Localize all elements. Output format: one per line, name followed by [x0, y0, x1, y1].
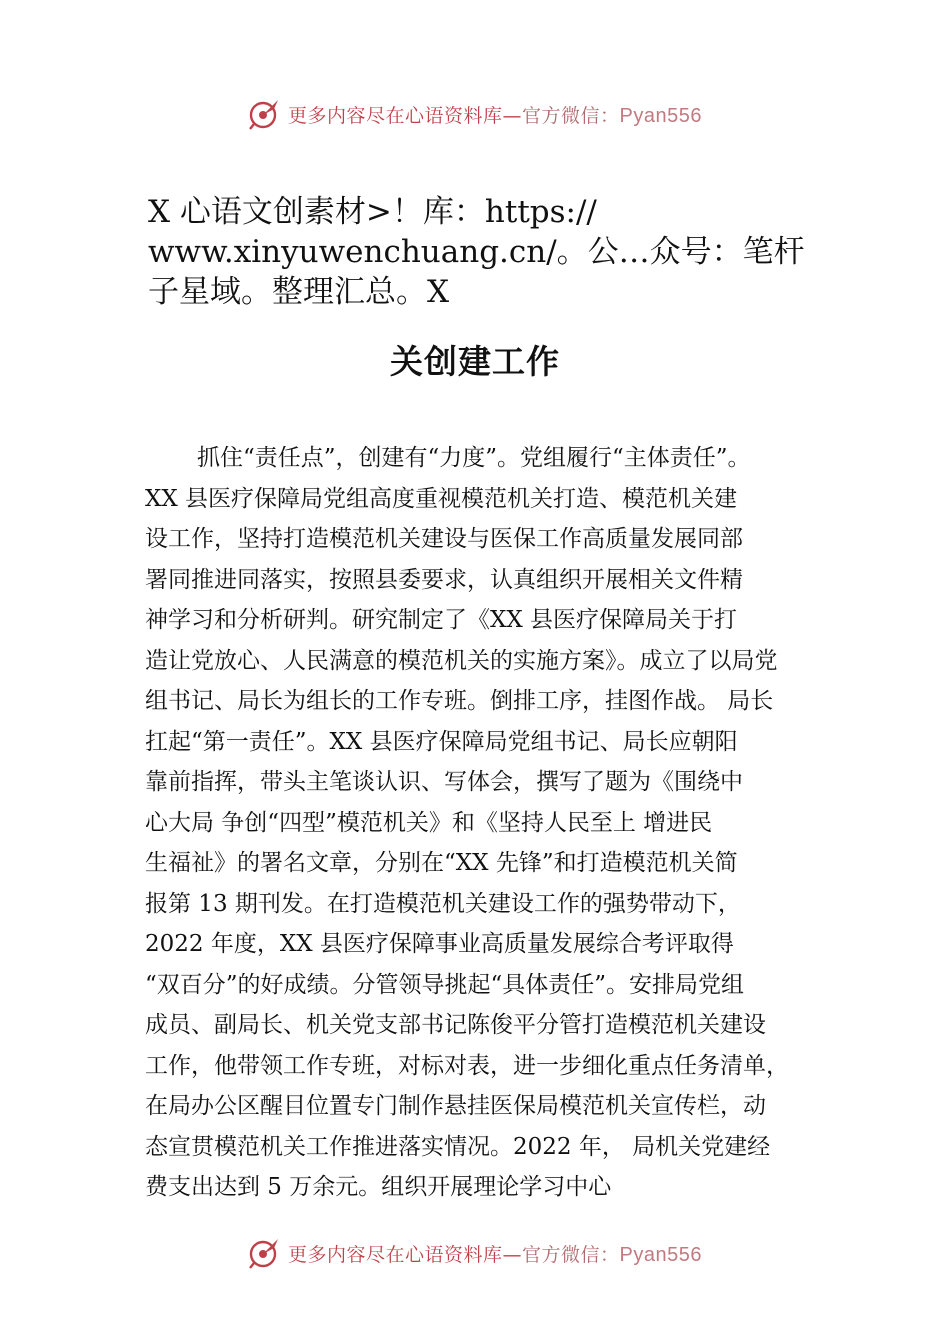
body-line: 组书记、局长为组长的工作专班。倒排工序，挂图作战。 局长 [145, 688, 774, 714]
body-line: 费支出达到 5 万余元。组织开展理论学习中心 [145, 1174, 612, 1200]
footer-wechat-label: 官方微信： [522, 1243, 620, 1266]
body-line: 态宣贯模范机关工作推进落实情况。2022 年， 局机关党建经 [145, 1133, 771, 1160]
body-line: 2022 年度，XX 县医疗保障事业高质量发展综合考评取得 [145, 931, 734, 957]
footer-banner-dash: — [502, 1243, 523, 1266]
header-banner-dash: — [502, 104, 523, 127]
body-line: 神学习和分析研判。研究制定了《XX 县医疗保障局关于打 [145, 607, 738, 633]
header-banner [0, 94, 950, 134]
header-wechat-id: Pyan556 [619, 104, 702, 127]
body-paragraph [145, 438, 835, 1208]
body-line: 抓住“责任点”，创建有“力度”。党组履行“主体责任”。 [197, 445, 751, 471]
footer-banner-title: 更多内容尽在心语资料库 [288, 1243, 503, 1266]
body-line: 署同推进同落实，按照县委要求，认真组织开展相关文件精 [145, 566, 743, 593]
header-wechat-label: 官方微信： [522, 104, 620, 127]
body-line: 在局办公区醒目位置专门制作悬挂医保局模范机关宣传栏，动 [145, 1093, 766, 1119]
footer-banner [0, 1233, 950, 1273]
source-note-line: www.xinyuwenchuang.cn/。公…众号：笔杆 [148, 234, 805, 270]
source-note-line: X 心语文创素材>！库：https:// [148, 194, 597, 230]
body-line: 造让党放心、人民满意的模范机关的实施方案》。成立了以局党 [145, 647, 778, 674]
body-line: 设工作，坚持打造模范机关建设与医保工作高质量发展同部 [145, 526, 743, 552]
body-line: 报第 13 期刊发。在打造模范机关建设工作的强势带动下， [145, 890, 741, 917]
quill-logo-icon [248, 97, 282, 131]
source-note [148, 192, 828, 312]
body-line: “双百分”的好成绩。分管领导挑起“具体责任”。安排局党组 [145, 971, 745, 998]
body-line: 成员、副局长、机关党支部书记陈俊平分管打造模范机关建设 [145, 1012, 766, 1038]
body-line: 心大局 争创“四型”模范机关》和《坚持人民至上 增进民 [145, 809, 713, 836]
body-line: 工作，他带领工作专班，对标对表，进一步细化重点任务清单， [145, 1052, 789, 1079]
section-heading: 关创建工作 [390, 342, 560, 381]
footer-wechat-id: Pyan556 [619, 1243, 702, 1266]
body-line: 生福祉》的署名文章，分别在“XX 先锋”和打造模范机关简 [145, 850, 738, 876]
quill-logo-icon [248, 1236, 282, 1270]
header-banner-title: 更多内容尽在心语资料库 [288, 104, 503, 127]
body-line: 靠前指挥，带头主笔谈认识、写体会，撰写了题为《围绕中 [145, 769, 743, 795]
body-line: XX 县医疗保障局党组高度重视模范机关打造、模范机关建 [145, 485, 738, 512]
body-line: 扛起“第一责任”。XX 县医疗保障局党组书记、局长应朝阳 [145, 728, 738, 755]
source-note-line: 子星域。整理汇总。X [148, 274, 450, 310]
